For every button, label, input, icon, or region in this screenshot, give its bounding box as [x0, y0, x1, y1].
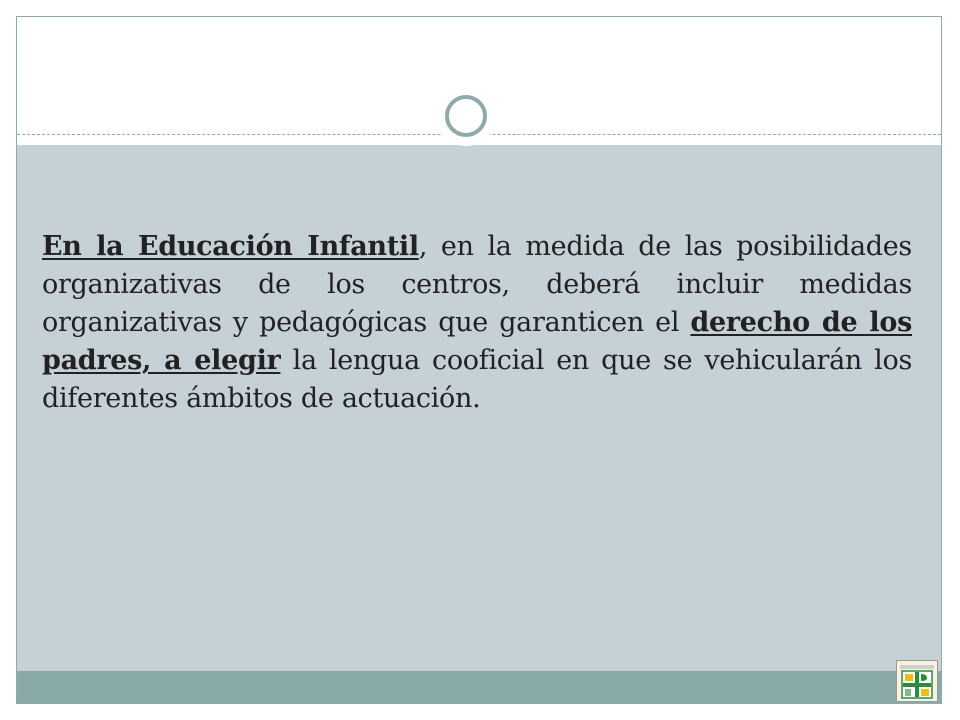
- school-crest-icon: [896, 660, 938, 702]
- paragraph-text-1: , en la medida de las posibilidades organizativas de los centros, deberá incluir medidas organizativas y pedagógicas que garanticen el: [42, 231, 912, 338]
- circle-ring-icon: [436, 86, 496, 146]
- circle-ring-inner: [445, 95, 487, 137]
- paragraph-text-2: la lengua cooficial en que se vehicularán los diferentes ámbitos de actuación.: [42, 345, 913, 414]
- body-paragraph: [42, 228, 912, 418]
- school-crest-graphic: [897, 661, 937, 701]
- emphasis-educacion-infantil: En la Educación Infantil: [42, 231, 419, 262]
- footer-band: [17, 671, 941, 704]
- emphasis-derecho-padres: derecho de los padres, a elegir: [42, 307, 912, 376]
